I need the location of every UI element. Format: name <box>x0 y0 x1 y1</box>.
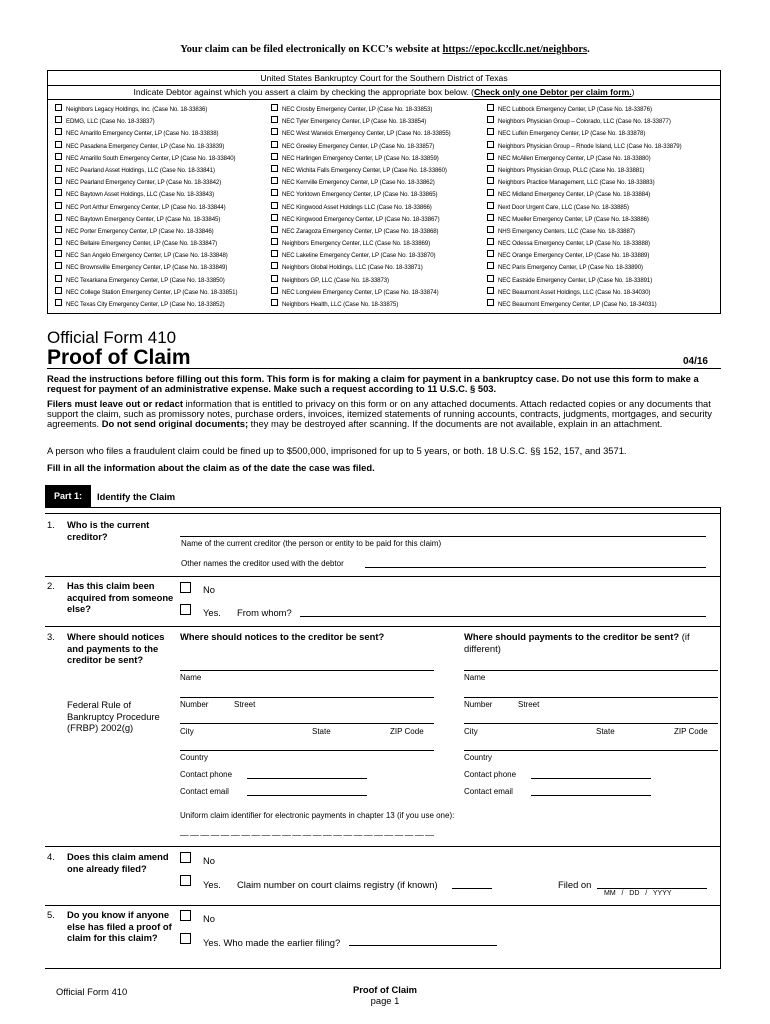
debtor-option[interactable] <box>487 250 682 262</box>
q5-yes-label: Yes. Who made the earlier filing? <box>203 937 341 948</box>
debtor-checkbox[interactable] <box>55 104 62 111</box>
uniform-claim-id-label: Uniform claim identifier for electronic payments in chapter 13 (if you use one): <box>180 811 455 820</box>
notice-street-field[interactable] <box>180 697 434 698</box>
q2-label: Has this claim been acquired from someone else? <box>67 580 174 614</box>
debtor-checkbox[interactable] <box>487 153 494 160</box>
debtor-checkbox[interactable] <box>271 226 278 233</box>
debtor-checkbox[interactable] <box>487 275 494 282</box>
debtor-checkbox[interactable] <box>487 177 494 184</box>
debtor-checkbox[interactable] <box>55 202 62 209</box>
debtor-option[interactable] <box>55 238 237 250</box>
debtor-checkbox[interactable] <box>271 299 278 306</box>
debtor-label: NEC Port Arthur Emergency Center, LP (Case No. 18-33844) <box>66 203 226 211</box>
debtor-option[interactable] <box>271 250 451 262</box>
q2-no-checkbox[interactable] <box>180 582 191 593</box>
debtor-label: NEC Amarillo Emergency Center, LP (Case No. 18-33838) <box>66 130 219 138</box>
debtor-label: NEC Texas City Emergency Center, LP (Case No. 18-33852) <box>66 301 225 308</box>
debtor-label: NEC Wichita Falls Emergency Center, LP (Case No. 18-33860) <box>282 166 447 174</box>
debtor-option[interactable] <box>55 141 237 153</box>
debtor-option[interactable] <box>487 189 682 201</box>
debtor-option[interactable] <box>55 104 237 116</box>
debtor-label: NEC Beaumont Asset Holdings, LLC (Case No. 18-34030) <box>498 288 651 296</box>
debtor-checkbox[interactable] <box>271 287 278 294</box>
q5-no-checkbox[interactable] <box>180 910 191 921</box>
debtor-label: Neighbors Physician Group – Rhode Island, LLC (Case No. 18-33879) <box>498 142 682 150</box>
debtor-option[interactable] <box>271 165 451 177</box>
debtor-label: EDMG, LLC (Case No. 18-33837) <box>66 118 155 126</box>
debtor-option[interactable] <box>55 153 237 165</box>
debtor-checkbox[interactable] <box>55 262 62 269</box>
debtor-checkbox[interactable] <box>487 262 494 269</box>
part-1-label: Part 1: <box>45 485 91 508</box>
debtor-label: NEC West Warwick Emergency Center, LP (Case No. 18-33855) <box>282 130 451 138</box>
debtor-label: NEC Baytown Emergency Center, LP (Case No. 18-33845) <box>66 215 221 223</box>
q4-yes-label: Yes. <box>203 879 221 890</box>
payments-heading: Where should payments to the creditor be sent? (if different) <box>464 631 690 654</box>
filed-on-field[interactable] <box>597 888 707 889</box>
q4-top-rule <box>45 846 721 847</box>
debtor-label: NEC Tyler Emergency Center, LP (Case No. 18-33854) <box>282 118 427 126</box>
debtor-label: Neighbors Global Holdings, LLC (Case No. 18-33871) <box>282 264 423 272</box>
debtor-checkbox[interactable] <box>271 238 278 245</box>
debtor-option[interactable] <box>487 287 682 299</box>
debtor-label: NEC Bellaire Emergency Center, LP (Case No. 18-33847) <box>66 240 218 248</box>
debtor-label: NEC Yorktown Emergency Center, LP (Case No. 18-33865) <box>282 191 438 199</box>
debtor-checkbox[interactable] <box>55 128 62 135</box>
payment-name-caption: Name <box>464 673 486 682</box>
debtor-option[interactable] <box>487 177 682 189</box>
debtor-option[interactable] <box>271 104 451 116</box>
debtor-checkbox[interactable] <box>55 287 62 294</box>
notice-state-caption: State <box>312 727 331 736</box>
debtor-checkbox[interactable] <box>55 165 62 172</box>
debtor-column-2 <box>271 104 451 311</box>
debtor-label: NEC Brownsville Emergency Center, LP (Case No. 18-33849) <box>66 264 228 272</box>
q2-yes-label: Yes. <box>203 607 221 618</box>
q4-number: 4. <box>47 851 55 862</box>
debtor-checkbox[interactable] <box>55 189 62 196</box>
part-1-header <box>45 485 721 508</box>
payment-city-caption: City <box>464 727 478 736</box>
notice-city-caption: City <box>180 727 194 736</box>
notice-city-field[interactable] <box>180 723 434 724</box>
debtor-option[interactable] <box>271 238 451 250</box>
debtor-option[interactable] <box>271 128 451 140</box>
q2-number: 2. <box>47 580 55 591</box>
creditor-name-field[interactable] <box>180 536 706 537</box>
debtor-checkbox[interactable] <box>487 238 494 245</box>
debtor-option[interactable] <box>55 202 237 214</box>
debtor-label: NEC Pearland Asset Holdings, LLC (Case No. 18-33841) <box>66 166 215 174</box>
debtor-label: NEC Lubbock Emergency Center, LP (Case No. 18-33876) <box>498 106 652 113</box>
debtor-option[interactable] <box>271 177 451 189</box>
form-revision-date: 04/16 <box>682 356 708 367</box>
debtor-label: NEC McAllen Emergency Center, LP (Case No. 18-33880) <box>498 154 651 162</box>
q4-yes-checkbox[interactable] <box>180 875 191 886</box>
notice-phone-label: Contact phone <box>180 770 233 779</box>
debtor-label: NEC Kingwood Emergency Center, LP (Case No. 18-33867) <box>282 215 440 223</box>
debtor-option[interactable] <box>487 116 682 128</box>
debtor-checkbox[interactable] <box>487 287 494 294</box>
debtor-label: NEC Lufkin Emergency Center, LP (Case No. 18-33878) <box>498 130 646 138</box>
debtor-label: NEC Pearland Emergency Center, LP (Case No. 18-33842) <box>66 179 222 187</box>
notice-country-field[interactable] <box>180 750 434 751</box>
debtor-option[interactable] <box>271 262 451 274</box>
q2-no-label: No <box>203 584 215 595</box>
debtor-option[interactable] <box>271 299 451 311</box>
debtor-option[interactable] <box>271 202 451 214</box>
debtor-label: NEC Kingwood Asset Holdings LLC (Case No. 18-33866) <box>282 203 432 211</box>
notice-email-label: Contact email <box>180 787 229 796</box>
q2-yes-checkbox[interactable] <box>180 604 191 615</box>
debtor-checkbox[interactable] <box>55 214 62 221</box>
debtor-checkbox[interactable] <box>487 189 494 196</box>
notices-heading: Where should notices to the creditor be sent? <box>180 631 385 642</box>
debtor-option[interactable] <box>55 226 237 238</box>
debtor-label: NEC Odessa Emergency Center, LP (Case No. 18-33888) <box>498 240 650 248</box>
debtor-label: NEC Mueller Emergency Center, LP (Case No. 18-33886) <box>498 215 649 223</box>
creditor-name-caption: Name of the current creditor (the person or entity to be paid for this claim) <box>181 539 442 548</box>
debtor-checkbox[interactable] <box>271 262 278 269</box>
debtor-option[interactable] <box>487 141 682 153</box>
debtor-option[interactable] <box>271 214 451 226</box>
electronic-filing-notice: Your claim can be filed electronically on KCC’s website at https://epoc.kccllc.net/neighbors. <box>180 44 590 55</box>
debtor-checkbox[interactable] <box>487 141 494 148</box>
debtor-label: NEC San Angelo Emergency Center, LP (Case No. 18-33848) <box>66 252 228 260</box>
debtor-label: Next Door Urgent Care, LLC (Case No. 18-33885) <box>498 203 629 211</box>
from-whom-field[interactable] <box>300 616 706 617</box>
payment-city-field[interactable] <box>464 723 718 724</box>
intro-paragraph-2: Filers must leave out or redact information that is entitled to privacy on this form or on any attached documents. Attach redacted copies or any documents that support the claim, such as promissory notes, purchase orders, invoices, itemized statements of running accounts, contracts, judgments, mortgages, and security agreements. Do not send original documents; they may be destroyed after scanning. If the documents are not available, explain in an attachment. <box>47 398 712 429</box>
debtor-option[interactable] <box>271 226 451 238</box>
q2-top-rule <box>45 576 721 577</box>
debtor-label: NEC Pasadena Emergency Center, LP (Case No. 18-33839) <box>66 142 225 150</box>
page-number: page 1 <box>370 995 400 1006</box>
q3-number: 3. <box>47 631 55 642</box>
other-names-field[interactable] <box>365 567 706 568</box>
debtor-checkbox[interactable] <box>55 238 62 245</box>
debtor-checkbox[interactable] <box>487 202 494 209</box>
q1-top-rule <box>45 513 721 514</box>
debtor-checkbox[interactable] <box>271 177 278 184</box>
debtor-checkbox[interactable] <box>271 128 278 135</box>
debtor-option[interactable] <box>487 128 682 140</box>
debtor-label: NEC Porter Emergency Center, LP (Case No. 18-33846) <box>66 227 214 235</box>
debtor-option[interactable] <box>55 275 237 287</box>
debtor-checkbox[interactable] <box>487 165 494 172</box>
notice-number-caption: Number <box>180 700 209 709</box>
payment-name-field[interactable] <box>464 670 718 671</box>
other-names-label: Other names the creditor used with the debtor <box>181 559 344 568</box>
debtor-label: NEC Crosby Emergency Center, LP (Case No. 18-33853) <box>282 106 433 113</box>
debtor-option[interactable] <box>487 299 682 311</box>
notice-zip-caption: ZIP Code <box>390 727 424 736</box>
debtor-option[interactable] <box>55 128 237 140</box>
debtor-checkbox[interactable] <box>487 104 494 111</box>
form-number: Official Form 410 <box>47 328 177 347</box>
debtor-label: NEC Harlingen Emergency Center, LP (Case No. 18-33859) <box>282 154 439 162</box>
payment-phone-label: Contact phone <box>464 770 517 779</box>
payment-email-field[interactable] <box>531 795 651 796</box>
q3-label: Where should notices and payments to the creditor be sent? <box>67 631 165 665</box>
debtor-option[interactable] <box>55 116 237 128</box>
payment-email-label: Contact email <box>464 787 513 796</box>
debtor-option[interactable] <box>55 177 237 189</box>
claim-number-field[interactable] <box>452 888 492 889</box>
debtor-checkbox[interactable] <box>271 116 278 123</box>
footer-title: Proof of Claim <box>352 984 418 995</box>
debtor-checkbox[interactable] <box>271 275 278 282</box>
notice-country-caption: Country <box>180 753 209 762</box>
debtor-option[interactable] <box>487 153 682 165</box>
debtor-option[interactable] <box>55 299 237 311</box>
debtor-option[interactable] <box>271 287 451 299</box>
debtor-option[interactable] <box>271 275 451 287</box>
debtor-option[interactable] <box>271 153 451 165</box>
debtor-option[interactable] <box>487 275 682 287</box>
debtor-checkbox[interactable] <box>55 250 62 257</box>
notice-email-field[interactable] <box>247 795 367 796</box>
debtor-checkbox[interactable] <box>55 177 62 184</box>
debtor-option[interactable] <box>55 165 237 177</box>
footer-form-number: Official Form 410 <box>56 986 128 997</box>
payment-street-field[interactable] <box>464 697 718 698</box>
intro-paragraph-1: Read the instructions before filling out this form. This form is for making a claim for payment in a bankruptcy case. Do not use this form to make a request for payment of an administrative expense. Make such a request according to 11 U.S.C. § 503. <box>47 373 699 394</box>
debtor-label: NEC Texarkana Emergency Center, LP (Case No. 18-33850) <box>66 276 225 284</box>
notice-name-caption: Name <box>180 673 202 682</box>
notice-street-caption: Street <box>234 700 256 709</box>
bottom-rule <box>45 968 721 969</box>
debtor-label: Neighbors Emergency Center, LLC (Case No. 18-33869) <box>282 240 430 248</box>
q4-no-checkbox[interactable] <box>180 852 191 863</box>
q3-top-rule <box>45 626 721 627</box>
debtor-label: NEC Beaumont Emergency Center, LP (Case No. 18-34031) <box>498 301 657 308</box>
debtor-checkbox[interactable] <box>55 116 62 123</box>
q4-no-label: No <box>203 855 215 866</box>
debtor-option[interactable] <box>271 141 451 153</box>
debtor-label: NEC Orange Emergency Center, LP (Case No. 18-33889) <box>498 252 650 260</box>
payment-number-caption: Number <box>464 700 493 709</box>
payment-state-caption: State <box>596 727 615 736</box>
payment-country-field[interactable] <box>464 750 718 751</box>
notice-phone-field[interactable] <box>247 778 367 779</box>
q1-label: Who is the current creditor? <box>67 519 150 542</box>
debtor-label: NEC Greeley Emergency Center, LP (Case No. 18-33857) <box>282 142 435 150</box>
title-rule <box>47 368 721 369</box>
payment-country-caption: Country <box>464 753 493 762</box>
debtor-option[interactable] <box>487 202 682 214</box>
debtor-label: Neighbors Practice Management, LLC (Case No. 18-33883) <box>498 179 655 187</box>
debtor-option[interactable] <box>271 116 451 128</box>
debtor-label: Neighbors Physician Group, PLLC (Case No. 18-33881) <box>498 166 645 174</box>
debtor-checkbox[interactable] <box>271 214 278 221</box>
debtor-option[interactable] <box>271 189 451 201</box>
q5-yes-checkbox[interactable] <box>180 933 191 944</box>
debtor-column-3 <box>487 104 682 311</box>
debtor-instruction: Indicate Debtor against which you assert a claim by checking the appropriate box below. (Check only one Debtor per claim form.) <box>48 86 720 100</box>
debtor-checkbox[interactable] <box>55 141 62 148</box>
q5-number: 5. <box>47 909 55 920</box>
debtor-checkbox[interactable] <box>487 116 494 123</box>
debtor-label: NEC Baytown Asset Holdings, LLC (Case No. 18-33843) <box>66 191 214 199</box>
q5-no-label: No <box>203 913 215 924</box>
debtor-label: NEC College Station Emergency Center, LP (Case No. 18-33851) <box>66 288 238 296</box>
debtor-option[interactable] <box>487 104 682 116</box>
debtor-label: Neighbors Legacy Holdings, Inc. (Case No. 18-33836) <box>66 106 208 113</box>
debtor-label: Neighbors Physician Group – Colorado, LLC (Case No. 18-33877) <box>498 118 671 126</box>
payment-phone-field[interactable] <box>531 778 651 779</box>
debtor-checkbox[interactable] <box>55 226 62 233</box>
debtor-option[interactable] <box>55 214 237 226</box>
q1-number: 1. <box>47 519 55 530</box>
claim-number-label: Claim number on court claims registry (if known) <box>237 879 438 890</box>
debtor-checkbox[interactable] <box>271 250 278 257</box>
q5-top-rule <box>45 905 721 906</box>
debtor-checkbox[interactable] <box>487 226 494 233</box>
q4-label: Does this claim amend one already filed? <box>67 851 169 874</box>
debtor-checkbox[interactable] <box>271 202 278 209</box>
debtor-label: NEC Amarillo South Emergency Center, LP (Case No. 18-33840) <box>66 154 236 162</box>
debtor-option[interactable] <box>55 250 237 262</box>
footer-center <box>320 984 450 1006</box>
debtor-checkbox[interactable] <box>487 214 494 221</box>
notice-name-field[interactable] <box>180 670 434 671</box>
debtor-checkbox[interactable] <box>271 189 278 196</box>
debtor-option[interactable] <box>487 226 682 238</box>
part-1-title: Identify the Claim <box>97 491 176 502</box>
debtor-label: NHS Emergency Centers, LLC (Case No. 18-33887) <box>498 227 635 235</box>
fraud-warning: A person who files a fraudulent claim could be fined up to $500,000, imprisoned for up to 5 years, or both. 18 U.S.C. §§ 152, 157, and 3571. <box>47 445 627 456</box>
debtor-label: NEC Midland Emergency Center, LP (Case No. 18-33884) <box>498 191 651 199</box>
debtor-checkbox[interactable] <box>487 128 494 135</box>
debtor-checkbox[interactable] <box>55 275 62 282</box>
payment-zip-caption: ZIP Code <box>674 727 708 736</box>
debtor-option[interactable] <box>487 238 682 250</box>
debtor-checkbox[interactable] <box>55 299 62 306</box>
debtor-label: Neighbors Health, LLC (Case No. 18-33875) <box>282 301 399 308</box>
debtor-selection-box <box>47 70 721 314</box>
form-title: Proof of Claim <box>47 346 191 369</box>
debtor-label: NEC Paris Emergency Center, LP (Case No. 18-33890) <box>498 264 643 272</box>
debtor-option[interactable] <box>55 287 237 299</box>
debtor-label: NEC Longview Emergency Center, LP (Case No. 18-33874) <box>282 288 439 296</box>
uniform-claim-id-field[interactable]: __ __ __ __ __ __ __ __ __ __ __ __ __ __ __ __ __ __ __ __ __ __ __ __ __ <box>180 827 434 836</box>
frbp-rule-note: Federal Rule of Bankruptcy Procedure (FRBP) 2002(g) <box>67 699 160 733</box>
debtor-label: Neighbors GP, LLC (Case No. 18-33873) <box>282 276 389 284</box>
epoc-link[interactable]: https://epoc.kccllc.net/neighbors <box>442 44 588 55</box>
debtor-option[interactable] <box>487 214 682 226</box>
debtor-checkbox[interactable] <box>271 165 278 172</box>
debtor-label: NEC Lakeline Emergency Center, LP (Case No. 18-33870) <box>282 252 436 260</box>
debtor-checkbox[interactable] <box>271 141 278 148</box>
debtor-option[interactable] <box>55 189 237 201</box>
earlier-filer-field[interactable] <box>349 945 497 946</box>
debtor-label: NEC Eastside Emergency Center, LP (Case No. 18-33891) <box>498 276 653 284</box>
debtor-option[interactable] <box>487 165 682 177</box>
debtor-option[interactable] <box>487 262 682 274</box>
debtor-checkbox[interactable] <box>55 153 62 160</box>
debtor-checkbox[interactable] <box>271 104 278 111</box>
right-border <box>720 508 721 968</box>
q5-label: Do you know if anyone else has filed a proof of claim for this claim? <box>67 909 172 943</box>
date-format-caption: MM / DD / YYYY <box>604 890 672 897</box>
debtor-label: NEC Zaragoza Emergency Center, LP (Case No. 18-33868) <box>282 227 439 235</box>
debtor-column-1 <box>55 104 237 311</box>
debtor-checkbox[interactable] <box>487 250 494 257</box>
debtor-checkbox[interactable] <box>487 299 494 306</box>
debtor-checkbox[interactable] <box>271 153 278 160</box>
fill-instruction: Fill in all the information about the claim as of the date the case was filed. <box>47 462 375 473</box>
filed-on-label: Filed on <box>558 879 592 890</box>
payment-street-caption: Street <box>518 700 540 709</box>
debtor-option[interactable] <box>55 262 237 274</box>
court-name: United States Bankruptcy Court for the Southern District of Texas <box>48 71 720 86</box>
debtor-label: NEC Kerrville Emergency Center, LP (Case No. 18-33862) <box>282 179 435 187</box>
from-whom-label: From whom? <box>237 607 292 618</box>
